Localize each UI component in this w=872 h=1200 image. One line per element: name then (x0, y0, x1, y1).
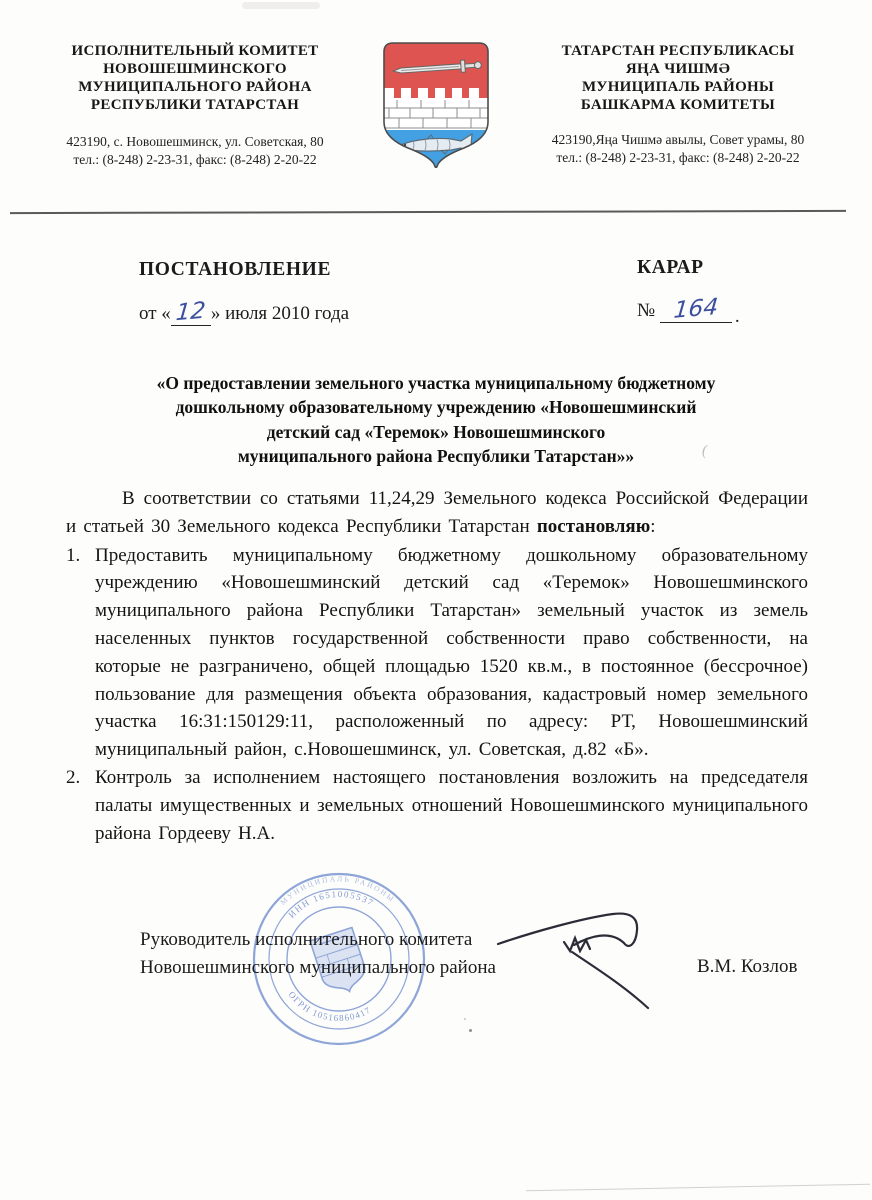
intro-text: В соответствии со статьями 11,24,29 Земельного кодекса Российской Федерации и статьей 30 Земельного кодекса Республики Татарстан (66, 488, 808, 537)
address-line: тел.: (8-248) 2-23-31, факс: (8-248) 2-20-22 (556, 149, 800, 165)
stamp-ogrn-text: ОГРН 10516860417 (286, 989, 373, 1024)
address-line: 423190,Яңа Чишмә авылы, Совет урамы, 80 (551, 132, 805, 147)
scan-smudge (242, 2, 320, 9)
title-line: муниципального района Республики Татарстан»» (237, 445, 635, 466)
org-line: БАШКАРМА КОМИТЕТЫ (580, 97, 776, 113)
list-item-number: 2. (66, 766, 81, 788)
number-handwritten-value: 164 (672, 294, 720, 324)
header-divider-line (10, 210, 846, 214)
number-period: . (734, 306, 740, 327)
stamp-inn-text: ИНН 1651005537 (286, 888, 376, 920)
doc-type-tatar: КАРАР (637, 257, 704, 278)
number-label: № (637, 300, 656, 321)
address-line: тел.: (8-248) 2-23-31, факс: (8-248) 2-20-22 (73, 151, 317, 167)
org-line: ТАТАРСТАН РЕСПУБЛИКАСЫ (561, 43, 795, 59)
signatory-name: В.М. Козлов (697, 956, 798, 977)
org-line: МУНИЦИПАЛЬ РАЙОНЫ (581, 79, 775, 95)
list-item (66, 542, 808, 764)
org-address-russian (28, 133, 362, 168)
date-prefix: от « (139, 303, 171, 324)
doc-body (66, 485, 808, 847)
doc-title (60, 371, 812, 468)
org-line: ЯҢА ЧИШМӘ (625, 61, 731, 77)
doc-type-russian: ПОСТАНОВЛЕНИЕ (139, 259, 332, 280)
org-address-tatar (512, 131, 844, 166)
scan-artifact-line (526, 1184, 870, 1192)
doc-date-line (139, 297, 350, 327)
intro-colon: : (650, 515, 656, 537)
list-item-text: Контроль за исполнением настоящего постановления возложить на председателя палаты имущественных и земельных отношений Новошешминского муниципального района Гордееву Н.А. (95, 766, 808, 844)
org-name-tatar (512, 42, 844, 114)
stamp-arc-text: МУНИЦИПАЛЬ РАЙОНЫ (278, 874, 398, 907)
date-suffix: » июля 2010 года (210, 303, 350, 324)
position-line: Новошешминского муниципального района (140, 957, 496, 978)
doc-number-line (637, 294, 740, 327)
title-line: дошкольному образовательному учреждению «Новошешминский (175, 397, 697, 418)
org-line: ИСПОЛНИТЕЛЬНЫЙ КОМИТЕТ (71, 43, 319, 59)
number-handwritten-slot (660, 294, 732, 324)
scan-speck (464, 1018, 466, 1020)
position-line: Руководитель исполнительного комитета (140, 929, 473, 950)
list-item-text: Предоставить муниципальному бюджетному дошкольному образовательному учреждению «Новошешминский детский сад «Теремок» Новошешминского муниципального района Республики Татарстан» земельный участок из земель населенных пунктов государственной собственности право собственности, на которые не разграничено, общей площадью 1520 кв.м., в постоянное (бессрочное) пользование для размещения объекта образования, кадастровый номер земельного участка 16:31:150129:11, расположенный по адресу: РТ, Новошешминский муниципальный район, с.Новошешминск, ул. Советская, д.82 «Б». (95, 544, 808, 761)
intro-bold-word: постановляю (536, 515, 651, 537)
shield-wall-field (377, 98, 495, 130)
org-line: РЕСПУБЛИКИ ТАТАРСТАН (90, 97, 300, 113)
date-handwritten-value: 12 (174, 297, 207, 327)
address-line: 423190, с. Новошешминск, ул. Советская, 80 (66, 134, 324, 149)
list-item (66, 764, 808, 847)
org-line: МУНИЦИПАЛЬНОГО РАЙОНА (78, 79, 312, 95)
org-name-russian (28, 42, 362, 114)
handwritten-signature (478, 898, 673, 1023)
signatory-position (140, 926, 496, 982)
pen-artifact-mark: ( (700, 442, 709, 460)
list-item-number: 1. (66, 544, 81, 566)
intro-paragraph (66, 485, 808, 541)
title-line: детский сад «Теремок» Новошешминского (266, 421, 606, 442)
org-line: НОВОШЕШМИНСКОГО (103, 61, 287, 77)
scan-speck (469, 1029, 472, 1032)
title-line: «О предоставлении земельного участка муниципальному бюджетному (156, 373, 716, 393)
date-handwritten-slot (171, 297, 211, 327)
coat-of-arms-icon (377, 38, 495, 168)
